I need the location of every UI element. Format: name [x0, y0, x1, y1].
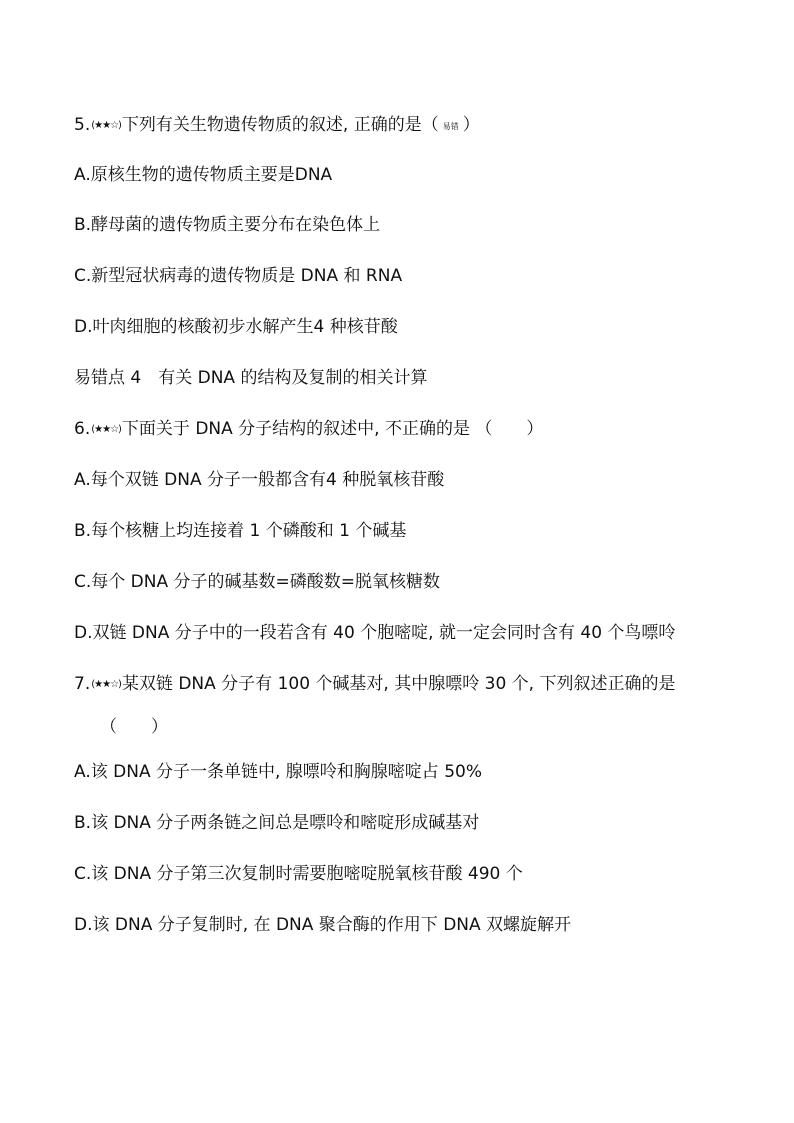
difficulty-stars-icon: (★★☆): [91, 120, 121, 131]
question-number: 7.: [74, 674, 91, 694]
question-5-option-c: C.新型冠状病毒的遗传物质是 DNA 和 RNA: [74, 266, 403, 286]
question-6-option-d: D.双链 DNA 分子中的一段若含有 40 个胞嘧啶, 就一定会同时含有 40 个鸟嘌呤: [74, 623, 676, 643]
question-5-option-d: D.叶肉细胞的核酸初步水解产生4 种核苷酸: [74, 317, 398, 337]
question-7-answer-blank: （ ）: [100, 717, 168, 737]
question-7-option-b: B.该 DNA 分子两条链之间总是嘌呤和嘧啶形成碱基对: [74, 813, 480, 833]
question-number: 6.: [74, 419, 91, 439]
question-number: 5.: [74, 115, 91, 135]
difficulty-stars-icon: (★★☆): [91, 424, 121, 435]
question-5-stem: [74, 114, 480, 138]
question-text: 下列有关生物遗传物质的叙述, 正确的是: [121, 115, 422, 135]
question-7-option-c: C.该 DNA 分子第三次复制时需要胞嘧啶脱氧核苷酸 490 个: [74, 864, 523, 884]
question-6-option-b: B.每个核糖上均连接着 1 个磷酸和 1 个碱基: [74, 521, 407, 541]
question-5-option-b: B.酵母菌的遗传物质主要分布在染色体上: [74, 215, 381, 235]
error-prone-mark: 易错: [442, 122, 459, 131]
question-text: 下面关于 DNA 分子结构的叙述中, 不正确的是: [121, 419, 470, 439]
section-heading: 易错点 4 有关 DNA 的结构及复制的相关计算: [74, 368, 428, 388]
question-7-option-a: A.该 DNA 分子一条单链中, 腺嘌呤和胸腺嘧啶占 50%: [74, 762, 482, 782]
question-7-option-d: D.该 DNA 分子复制时, 在 DNA 聚合酶的作用下 DNA 双螺旋解开: [74, 915, 572, 935]
question-6-option-a: A.每个双链 DNA 分子一般都含有4 种脱氧核苷酸: [74, 470, 445, 490]
difficulty-stars-icon: (★★☆): [91, 679, 121, 690]
question-6-option-c: C.每个 DNA 分子的碱基数=磷酸数=脱氧核糖数: [74, 572, 441, 592]
question-5-option-a: A.原核生物的遗传物质主要是DNA: [74, 165, 333, 185]
answer-paren-close: ）: [462, 115, 480, 135]
question-7-stem: [74, 673, 676, 696]
question-text: 某双链 DNA 分子有 100 个碱基对, 其中腺嘌呤 30 个, 下列叙述正确的是: [121, 674, 676, 694]
answer-blank: （ ）: [475, 419, 544, 439]
answer-paren-open: （: [421, 115, 439, 135]
question-6-stem: [74, 418, 543, 441]
